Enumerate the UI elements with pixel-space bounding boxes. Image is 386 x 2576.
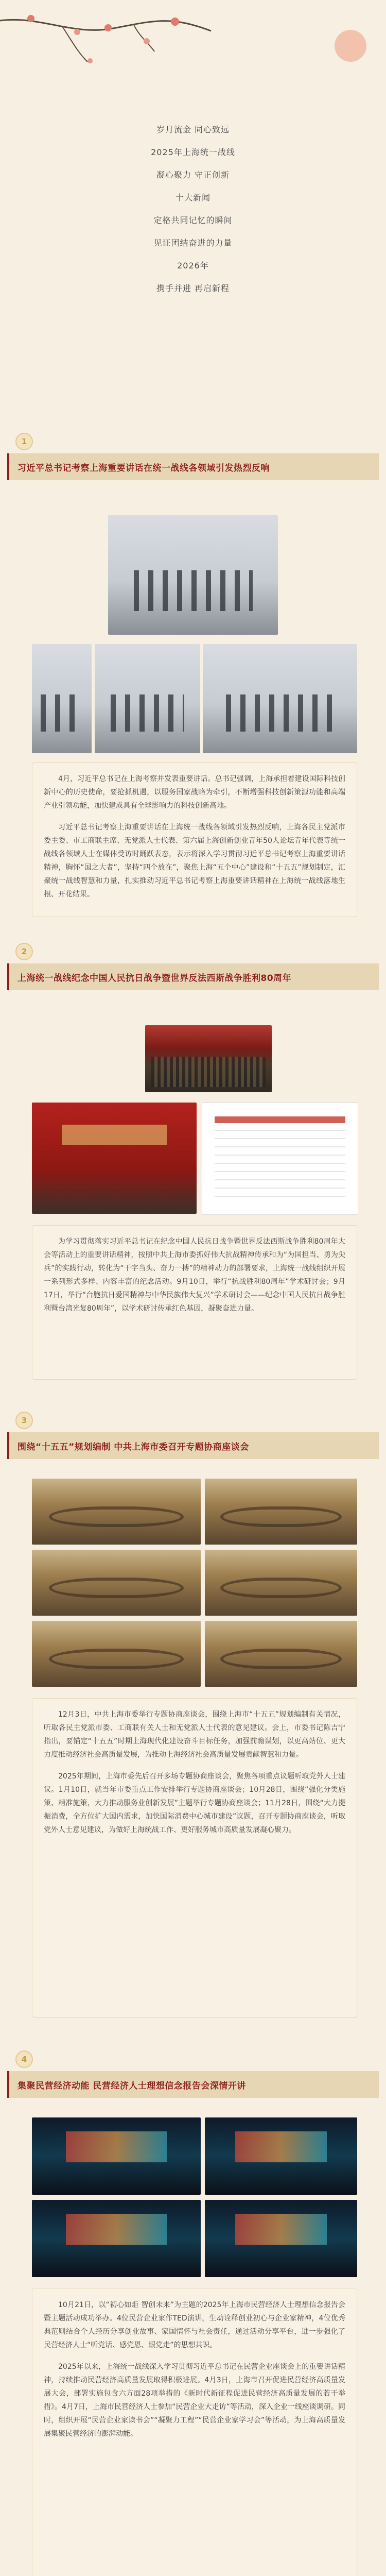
section-text-box xyxy=(32,2289,357,2576)
section-number-badge: 1 xyxy=(15,433,33,450)
news-section-3 xyxy=(7,1412,379,2035)
news-section-2 xyxy=(7,943,379,1396)
section-text-box xyxy=(32,1225,357,1380)
commemoration-hall-photo xyxy=(145,1025,272,1092)
visit-photo xyxy=(32,644,92,753)
section-paragraph: 10月21日，以“初心如炬 智创未来”为主题的2025年上海市民营经济人士理想信念报告会暨主题活动成功举办。4位民营企业家作TED演讲，生动诠释创业初心与企业家精神，4位优秀典范则结合个人经历分享创业故事、家国情怀与社会责任，通过活动分享平台，进一步强化了民营经济人士“听党话、感党恩、跟党走”的思想共识。 xyxy=(44,2301,345,2349)
symposium-photo xyxy=(32,1479,201,1545)
symposium-photo xyxy=(205,1621,357,1687)
intro-line: 见证团结奋进的力量 xyxy=(153,238,233,248)
symposium-photo xyxy=(32,1621,201,1687)
section-number-badge: 4 xyxy=(15,2050,33,2068)
stage-photo xyxy=(32,2200,201,2277)
section-title-bar xyxy=(7,453,379,480)
symposium-photo xyxy=(205,1479,357,1545)
symposium-photo xyxy=(32,1550,201,1616)
stage-photo xyxy=(32,2117,201,2195)
intro-line: 岁月流金 同心致远 xyxy=(156,125,230,134)
stage-photo xyxy=(205,2117,357,2195)
section-title-bar xyxy=(7,2071,379,2098)
section-paragraph: 习近平总书记考察上海重要讲话在上海统一战线各领域引发热烈反响，上海各民主党派市委主委、市工商联主席、无党派人士代表、第六届上海创新创业青年50人论坛青年代表等统一战线各领域人士在媒体受访时踊跃表态，表示将深入学习贯彻习近平总书记考察上海重要讲话精神，胸怀“国之大者”，坚持“四个放在”，聚焦上海“五个中心”建设和“十五五”规划制定，汇聚统一战线智慧和力量，扎实推动习近平总书记考察上海重要讲话精神在上海统一战线落地生根、开花结果。 xyxy=(44,823,345,899)
symposium-photo xyxy=(205,1550,357,1616)
intro-line: 十大新闻 xyxy=(175,193,210,202)
section-title-bar xyxy=(7,1432,379,1459)
section-title: 集聚民营经济动能 民营经济人士理想信念报告会深情开讲 xyxy=(17,2080,246,2091)
section-title: 上海统一战线纪念中国人民抗日战争暨世界反法西斯战争胜利80周年 xyxy=(17,973,292,984)
section-paragraph: 12月3日，中共上海市委举行专题协商座谈会，围绕上海市“十五五”规划编制有关情况，听取各民主党派市委、工商联有关人士和无党派人士代表的意见建议。会上，市委书记陈吉宁指出，要锚定“十五五”时期上海现代化建设奋斗目标任务，加强前瞻谋划，以更高站位、更大力度推动经济社会高质量发展，为推动上海经济社会高质量发展贡献智慧和力量。 xyxy=(44,1710,345,1759)
section-paragraph: 2025年以来，上海统一战线深入学习贯彻习近平总书记在民营企业座谈会上的重要讲话精神，持续推动民营经济高质量发展取得积极进展。4月3日，上海市召开促进民营经济高质量发展大会，部署实施包含六方面28项举措的《新时代新征程促进民营经济高质量发展的若干举措》。4月7日，上海市民营经济人士参加“民营企业大走访”等活动，深入企业一线座谈调研。同时，组织开展“民营企业家读书会”“凝聚力工程”“民营企业家学习会”等活动，为上海高质量发展集聚民营经济的澎湃动能。 xyxy=(44,2363,345,2438)
section-title: 习近平总书记考察上海重要讲话在统一战线各领域引发热烈反响 xyxy=(17,463,270,473)
intro-line: 凝心聚力 守正创新 xyxy=(156,170,230,180)
meeting-photo xyxy=(108,515,278,635)
program-document-image xyxy=(202,1103,358,1215)
robot-photo xyxy=(95,644,200,753)
section-text-box xyxy=(32,762,357,917)
seminar-banner-photo xyxy=(32,1103,197,1214)
stage-photo xyxy=(205,2200,357,2277)
section-paragraph: 2025年期间，上海市委先后召开多场专题协商座谈会，聚焦各项重点议题听取党外人士建议。1月10日，就当年市委重点工作安排举行专题协商座谈会；10月28日，围绕“强化分类施策、精准施策，大力推动服务业创新发展”主题举行专题协商座谈会；11月28日，围绕“大力提振消费，全方位扩大国内需求，加快国际消费中心城市建设”议题，召开专题协商座谈会，听取党外人士意见建议，为做好上海统战工作、更好服务城市高质量发展凝心聚力。 xyxy=(44,1772,345,1834)
section-title: 围绕“十五五”规划编制 中共上海市委召开专题协商座谈会 xyxy=(17,1442,249,1452)
intro-block xyxy=(0,118,386,300)
intro-line: 2026年 xyxy=(177,261,209,270)
section-number-badge: 2 xyxy=(15,943,33,960)
intro-line: 2025年上海统一战线 xyxy=(151,147,235,157)
handshake-photo xyxy=(203,644,357,753)
section-title-bar xyxy=(7,963,379,990)
section-paragraph: 4月，习近平总书记在上海考察并发表重要讲话。总书记强调，上海承担着建设国际科技创新中心的历史使命，要抢抓机遇，以服务国家战略为牵引，不断增强科技创新策源功能和高端产业引领功能，加快建成具有全球影响力的科技创新高地。 xyxy=(44,775,345,810)
section-paragraph: 为学习贯彻落实习近平总书记在纪念中国人民抗日战争暨世界反法西斯战争胜利80周年大会等活动上的重要讲话精神，按照中共上海市委抓好伟大抗战精神传承和为“为国担当、勇为尖兵”的实践行动，转化为“干字当头、奋力一搏”的精神动力的部署要求，上海统一战线组织开展一系列形式多样、内容丰富的纪念活动。9月10日，举行“抗战胜利80周年”学术研讨会；9月17日，举行“台胞抗日爱国精神与中华民族伟大复兴”学术研讨会——纪念中国人民抗日战争胜利暨台湾光复80周年”，以学术研讨传承红色基因，凝聚奋进力量。 xyxy=(44,1238,345,1313)
news-section-1 xyxy=(7,433,379,927)
section-text-box xyxy=(32,1698,357,2018)
sun-decoration xyxy=(335,30,366,62)
news-section-4 xyxy=(7,2050,379,2576)
section-number-badge: 3 xyxy=(15,1412,33,1429)
intro-line: 携手并进 再启新程 xyxy=(156,283,230,293)
intro-line: 定格共同记忆的瞬间 xyxy=(153,215,233,225)
plum-branch-decoration xyxy=(0,0,216,77)
